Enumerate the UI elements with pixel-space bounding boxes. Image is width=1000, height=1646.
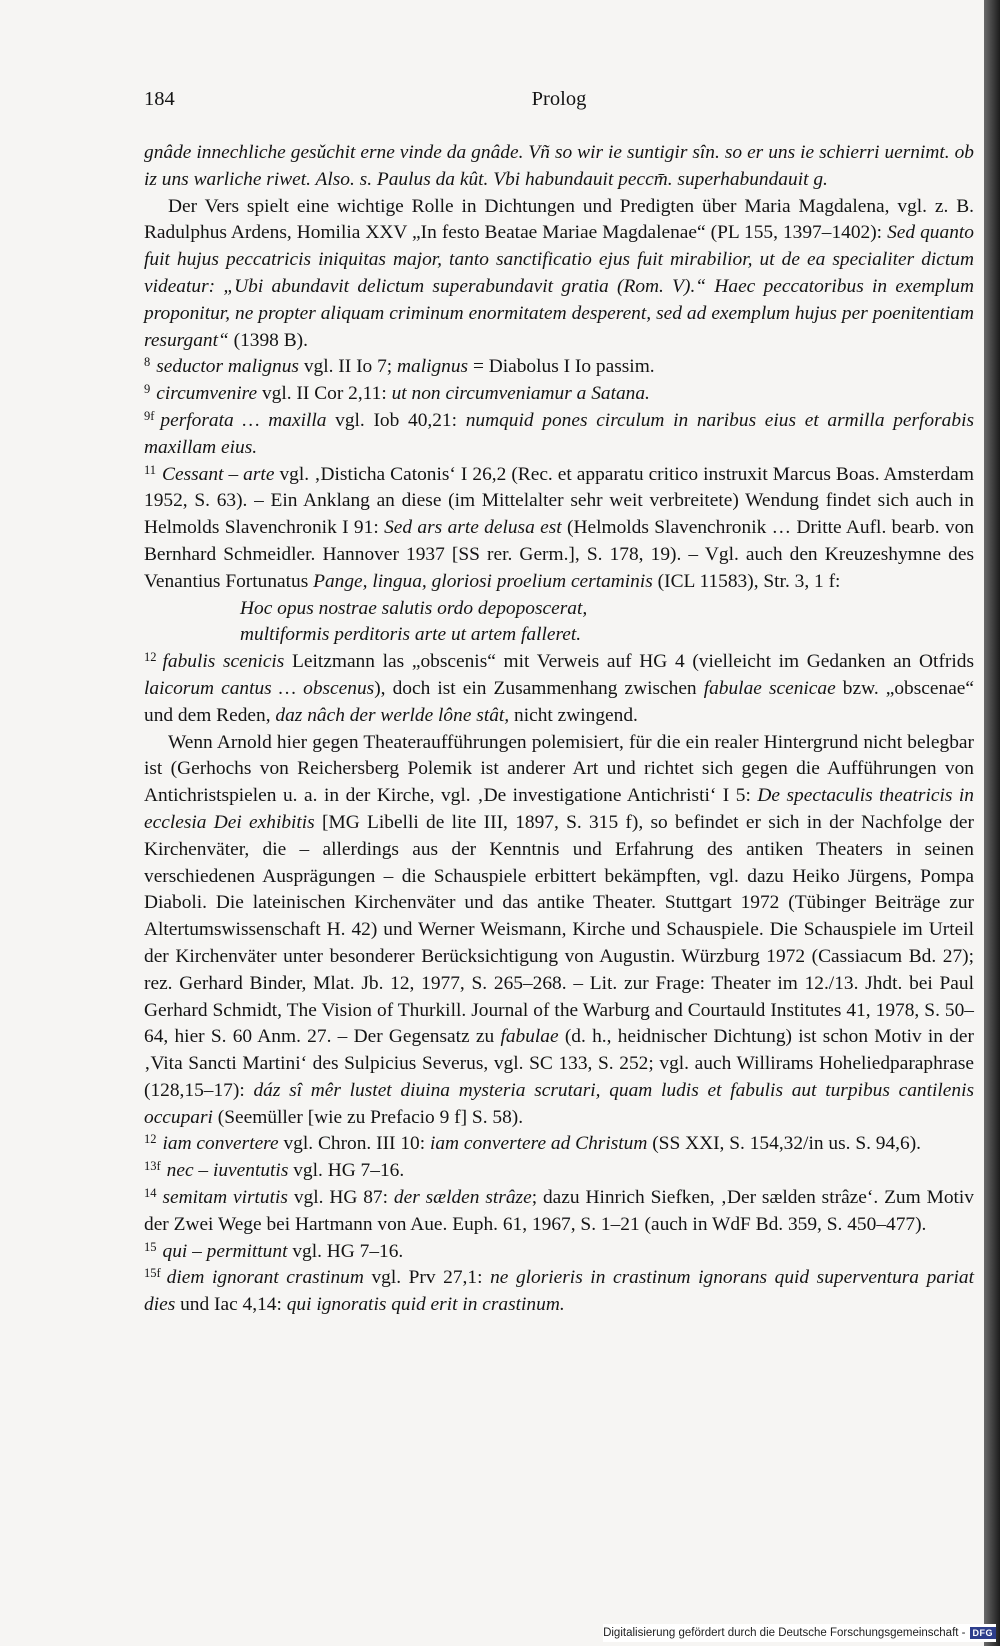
page-number: 184 xyxy=(144,88,175,110)
italic-text: diem ignorant crastinum xyxy=(166,1267,364,1289)
page-body xyxy=(144,140,974,1319)
text: vgl. II Cor 2,11: xyxy=(257,383,392,405)
italic-text: numquid pones circulum in naribus eius et armilla perforabis maxillam eius. xyxy=(144,409,975,458)
running-title: Prolog xyxy=(531,88,587,110)
text: (SS XXI, S. 154,32/in us. S. 94,6). xyxy=(647,1133,922,1155)
text: ; dazu Hinrich Siefken, ‚Der sælden strâze‘. Zum Motiv der Zwei Wege bei Hartmann von Aue. Euph. 61, 1967, S. 1–21 (auch in WdF Bd. 359, S. 450–477). xyxy=(144,1187,974,1235)
commentary-note xyxy=(144,462,974,596)
text: vgl. II Io 7; xyxy=(298,356,397,378)
line-number-marker: 8 xyxy=(144,355,151,370)
line-number-marker: 9 xyxy=(144,382,151,397)
commentary-note xyxy=(144,1265,974,1319)
italic-text: fabulae xyxy=(500,1026,559,1048)
text: (d. h., heidnischer Dichtung) ist schon Motiv in der ‚Vita Sancti Martini‘ des Sulpicius Severus, vgl. SC 133, S. 252; vgl. auch Willirams Hoheliedparaphrase (128,15–17): xyxy=(144,1026,974,1101)
credit-text: Digitalisierung gefördert durch die Deutsche Forschungsgemeinschaft - xyxy=(603,1627,966,1639)
italic-text: ne glorieris in crastinum ignorans quid superventura pariat dies xyxy=(144,1267,974,1316)
italic-text: der sælden strâze xyxy=(393,1187,532,1209)
line-number-marker: 12 xyxy=(144,1132,157,1147)
verse-quote-line xyxy=(144,622,974,649)
text: (Helmolds Slavenchronik … Dritte Aufl. bearb. von Bernhard Schmeidler. Hannover 1937 [SS rer. Germ.], S. 178, 19). – Vgl. auch den Kreuzeshymne des Venantius Fortunatus xyxy=(144,517,974,592)
line-number-marker: 9f xyxy=(144,408,155,423)
line-number-marker: 13f xyxy=(144,1159,161,1174)
line-number-marker: 14 xyxy=(144,1186,157,1201)
line-number-marker: 11 xyxy=(144,462,157,477)
commentary-paragraph xyxy=(144,730,974,1132)
text: [MG Libelli de lite III, 1897, S. 315 f), so befindet er sich in der Nachfolge der Kirchenväter, die – allerdings aus der Kenntnis und Erfahrung des antiken Theaters in seinen verschiedenen Ausprägungen – die Schauspiele erbittert bekämpften, vgl. dazu Heiko Jürgens, Pompa Diaboli. Die lateinischen Kirchenväter und das antike Theater. Stuttgart 1972 (Tübinger Beiträge zur Altertumswissenschaft H. 42) und Werner Weismann, Kirche und Schauspiele. Die Schauspiele im Urteil der Kirchenväter unter besonderer Berücksichtigung von Augustin. Würzburg 1972 (Cassiacum Bd. 27); rez. Gerhard Binder, Mlat. Jb. 12, 1977, S. 265–268. – Lit. zur Frage: Theater im 12./13. Jhdt. bei Paul Gerhard Schmidt, The Vision of Thurkill. Journal of the Warburg and Courtauld Institutes 41, 1978, S. 50–64, hier S. 60 Anm. 27. – Der Gegensatz zu xyxy=(144,811,974,1048)
italic-text: qui – permittunt xyxy=(162,1240,288,1262)
text: Wenn Arnold hier gegen Theateraufführungen polemisiert, für die ein realer Hintergrund nicht belegbar ist (Gerhochs von Reichersberg Polemik ist anderer Art und richtet sich gegen die Aufführungen von Antichristspielen u. a. in der Kirche, vgl. ‚De investigatione Antichristi‘ I 5: xyxy=(144,731,974,807)
italic-text: dáz sî mêr lustet diuina mysteria scrutari, quam ludis et fabulis aut turpibus cantilenis occupari xyxy=(144,1079,975,1128)
italic-text: iam convertere xyxy=(162,1133,279,1155)
text: ), doch ist ein Zusammenhang zwischen xyxy=(374,677,704,699)
italic-text: seductor malignus xyxy=(156,356,299,378)
text: (Seemüller [wie zu Prefacio 9 f] S. 58). xyxy=(212,1106,524,1128)
text: bzw. „obscenae“ und dem Reden, xyxy=(144,677,975,726)
text: vgl. HG 7–16. xyxy=(287,1240,404,1262)
text: vgl. HG 7–16. xyxy=(288,1160,405,1182)
italic-text: qui ignoratis quid erit in crastinum. xyxy=(286,1294,565,1316)
text: und Iac 4,14: xyxy=(175,1294,287,1316)
italic-text: laicorum cantus … obscenus xyxy=(144,677,375,699)
text: Der Vers spielt eine wichtige Rolle in Dichtungen und Predigten über Maria Magdalena, vgl. z. B. Radulphus Ardens, Homilia XXV „In festo Beatae Mariae Magdalenae“ (PL 155, 1397–1402): xyxy=(144,195,974,244)
page-header xyxy=(144,88,974,118)
commentary-note xyxy=(144,1158,974,1185)
line-number-marker: 15f xyxy=(144,1266,161,1281)
italic-text: semitam virtutis xyxy=(162,1187,288,1209)
text: (ICL 11583), Str. 3, 1 f: xyxy=(652,570,841,592)
commentary-note xyxy=(144,381,974,408)
verse-quote-line xyxy=(144,596,974,623)
italic-text: Cessant – arte xyxy=(162,463,275,485)
commentary-note xyxy=(144,1239,974,1266)
commentary-paragraph xyxy=(144,194,974,355)
commentary-note xyxy=(144,1185,974,1239)
italic-text: Sed ars arte delusa est xyxy=(384,517,562,539)
text: (1398 B). xyxy=(228,329,308,351)
commentary-note xyxy=(144,354,974,381)
text: vgl. Prv 27,1: xyxy=(363,1267,491,1289)
commentary-note xyxy=(144,1131,974,1158)
italic-text: malignus xyxy=(397,356,469,378)
text: vgl. HG 87: xyxy=(287,1187,394,1209)
italic-text: Sed quanto fuit hujus peccatricis iniquitas major, tanto sanctificatio ejus fuit mirabilior, ut de ea specialiter dictum videatur: „Ubi abundavit delictum superabundavit gratia (Rom. V).“ Haec peccatoribus in exemplum proponitur, ne propter aliquam criminum enormitatem desperent, sed ad exemplum hujus per poenitentiam resurgant“ xyxy=(144,222,974,351)
italic-text: perforata … maxilla xyxy=(160,409,327,431)
italic-text: circumvenire xyxy=(156,383,258,405)
commentary-note xyxy=(144,408,974,462)
text: = Diabolus I Io passim. xyxy=(468,356,655,378)
italic-text: ut non circumveniamur a Satana. xyxy=(391,383,650,405)
commentary-paragraph xyxy=(144,140,974,194)
line-number-marker: 12 xyxy=(144,650,157,665)
digitization-credit xyxy=(603,1624,996,1642)
commentary-note xyxy=(144,649,974,729)
italic-text: Pange, lingua, gloriosi proelium certaminis xyxy=(313,570,653,592)
text: vgl. Chron. III 10: xyxy=(278,1133,430,1155)
text: nicht zwingend. xyxy=(509,704,638,726)
italic-text: daz nâch der werlde lône stât, xyxy=(275,704,510,726)
italic-text: nec – iuventutis xyxy=(166,1160,289,1182)
text: vgl. Iob 40,21: xyxy=(326,409,466,431)
text: vgl. ‚Disticha Catonis‘ I 26,2 (Rec. et apparatu critico instruxit Marcus Boas. Amsterdam 1952, S. 63). – Ein Anklang an diese (im Mittelalter sehr weit verbreitete) Wendung findet sich auch in Helmolds Slavenchronik I 91: xyxy=(144,463,974,539)
italic-text: De spectaculis theatricis in ecclesia Dei exhibitis xyxy=(144,785,974,833)
text: Leitzmann las „obscenis“ mit Verweis auf HG 4 (vielleicht im Gedanken an Otfrids xyxy=(284,651,974,673)
italic-text: Hoc opus nostrae salutis ordo depoposcerat, xyxy=(240,597,588,619)
italic-text: multiformis perditoris arte ut artem falleret. xyxy=(240,624,582,646)
italic-text: iam convertere ad Christum xyxy=(429,1133,648,1155)
page-edge-shadow xyxy=(984,0,1000,1646)
line-number-marker: 15 xyxy=(144,1239,157,1254)
italic-text: gnâde innechliche gesǔchit erne vinde da gnâde. Vñ so wir ie suntigir sîn. so er uns ie schierri uernimt. ob iz uns warliche riwet. Also. s. Paulus da kût. Vbi habundauit peccm̄. superhabundauit g. xyxy=(144,142,974,190)
dfg-logo-icon: DFG xyxy=(970,1627,997,1639)
italic-text: fabulae scenicae xyxy=(703,677,836,699)
italic-text: fabulis scenicis xyxy=(162,651,285,673)
